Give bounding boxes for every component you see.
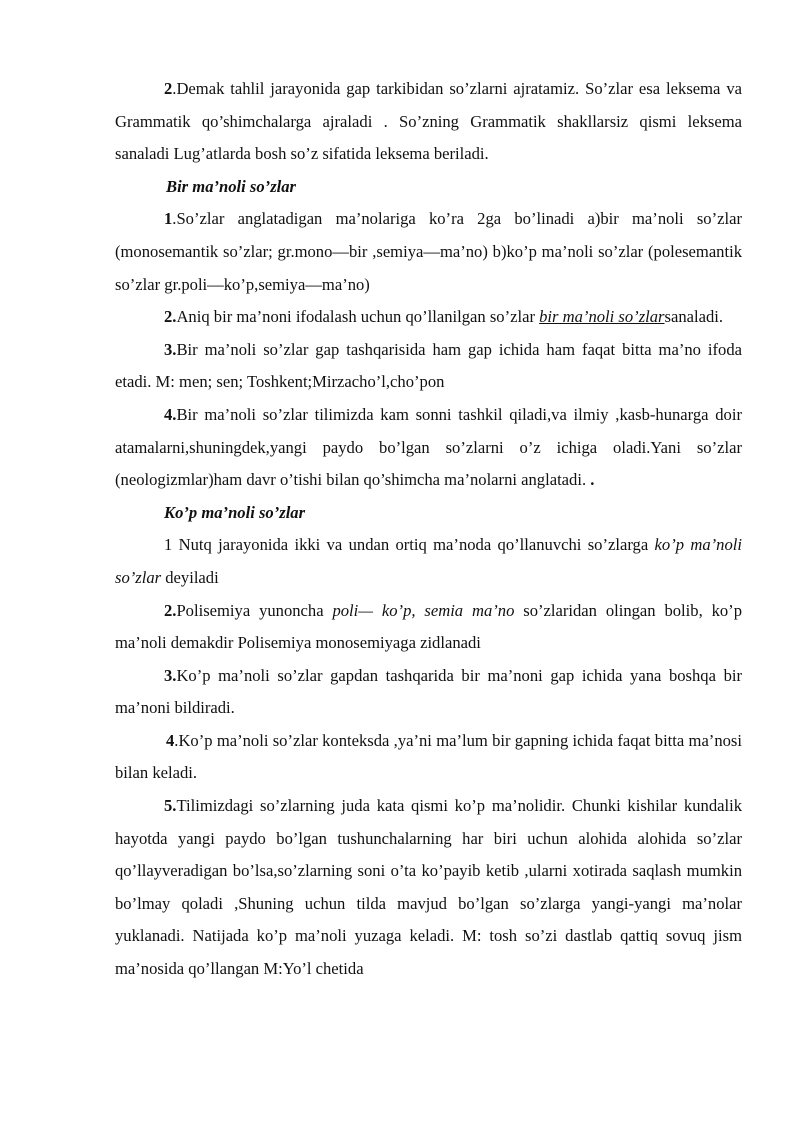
paragraph-tail: . xyxy=(590,470,595,490)
paragraph-text: .Demak tahlil jarayonida gap tarkibidan so’zlarni ajratamiz. So’zlar esa leksema va Grammatik qo’shimchalarga ajraladi . So’zning Grammatik shakllarsiz qismi leksema sanaladi Lug’atlarda bosh so’z sifatida leksema beriladi. xyxy=(115,79,742,164)
paragraph-number: 5. xyxy=(164,796,177,816)
paragraph-text: Ko’p ma’noli so’zlar gapdan tashqarida bir ma’noni gap ichida yana boshqa bir ma’noni bildiradi. xyxy=(115,665,742,718)
paragraph-text: Bir ma’noli so’zlar tilimizda kam sonni tashkil qiladi,va ilmiy ,kasb-hunarga doir atamalarni,shuningdek,yangi paydo bo’lgan so’zlarni o’z ichiga oladi.Yani so’zlar (neologizmlar)ham davr o’tishi bilan qo’shimcha ma’nolarni anglatadi. xyxy=(115,404,742,490)
paragraph-number: 1 xyxy=(164,209,173,229)
paragraph-tail: sanaladi. xyxy=(664,307,724,327)
paragraph-3-bir-manoli xyxy=(115,334,742,399)
paragraph-text: Polisemiya yunoncha xyxy=(176,600,333,620)
paragraph-text: Tilimizdagi so’zlarning juda kata qismi ko’p ma’nolidir. Chunki kishilar kundalik hayotda yangi paydo bo’lgan tushunchalarning har biri uchun alohida alohida so’zlar qo’llayveradigan bo’lsa,so’zlarning soni o’ta ko’payib ketib ,ularni xotirada saqlash mumkin bo’lmay qoladi ,Shuning uchun tilda mavjud bo’lgan so’zlarga yangi-yangi ma’nolar yuklanadi. Natijada ko’p ma’noli yuzaga keladi. M: tosh so’zi dastlab qattiq sovuq jism ma’nosida qo’llangan M:Yo’l chetida xyxy=(115,796,742,979)
paragraph-number: 3. xyxy=(164,339,177,359)
paragraph-2-tahlil xyxy=(115,73,742,171)
paragraph-text: .Ko’p ma’noli so’zlar konteksda ,ya’ni ma’lum bir gapning ichida faqat bitta ma’nosi bilan keladi. xyxy=(115,730,742,783)
heading-kop-manoli-sozlar: Ko’p ma’noli so’zlar xyxy=(164,502,306,522)
paragraph-number: 2 xyxy=(164,79,173,98)
paragraph-2-bir-manoli xyxy=(115,301,742,334)
italic-term: poli— ko’p, semia ma’no xyxy=(332,600,515,620)
underlined-term: bir ma’noli so’zlar xyxy=(539,307,665,327)
paragraph-text: Aniq bir ma’noni ifodalash uchun qo’llanilgan so’zlar xyxy=(176,307,540,327)
paragraph-1-bir-manoli xyxy=(115,203,742,301)
paragraph-5-kop-manoli xyxy=(115,790,742,986)
paragraph-tail: so’zlaridan olingan bolib, ko’p ma’noli demakdir Polisemiya monosemiyaga zidlanadi xyxy=(115,600,743,653)
paragraph-tail: deyiladi xyxy=(161,567,219,587)
paragraph-4-kop-manoli xyxy=(115,725,742,790)
paragraph-4-bir-manoli xyxy=(115,399,742,497)
paragraph-number: 4. xyxy=(164,404,177,424)
paragraph-3-kop-manoli xyxy=(115,660,742,725)
paragraph-number: 2. xyxy=(164,600,177,620)
paragraph-2-kop-manoli xyxy=(115,595,742,660)
paragraph-text: 1 Nutq jarayonida ikki va undan ortiq ma’noda qo’llanuvchi so’zlarga xyxy=(164,535,655,555)
document-body xyxy=(115,73,742,986)
paragraph-text: Bir ma’noli so’zlar gap tashqarisida ham gap ichida ham faqat bitta ma’no ifoda etadi. M: men; sen; Toshkent;Mirzacho’l,cho’pon xyxy=(115,339,742,392)
paragraph-text: .So’zlar anglatadigan ma’nolariga ko’ra 2ga bo’linadi a)bir ma’noli so’zlar (monosemantik so’zlar; gr.mono—bir ,semiya—ma’no) b)ko’p ma’noli so’zlar (polesemantik so’zlar gr.poli—ko’p,semiya—ma’no) xyxy=(115,209,742,294)
paragraph-number: 4 xyxy=(166,730,175,750)
paragraph-number: 2. xyxy=(164,307,177,327)
heading-bir-manoli-sozlar: Bir ma’noli so’zlar xyxy=(166,176,297,196)
italic-term: ko’p ma’noli so’zlar xyxy=(115,535,742,587)
paragraph-number: 3. xyxy=(164,665,177,685)
paragraph-1-kop-manoli xyxy=(115,529,742,594)
